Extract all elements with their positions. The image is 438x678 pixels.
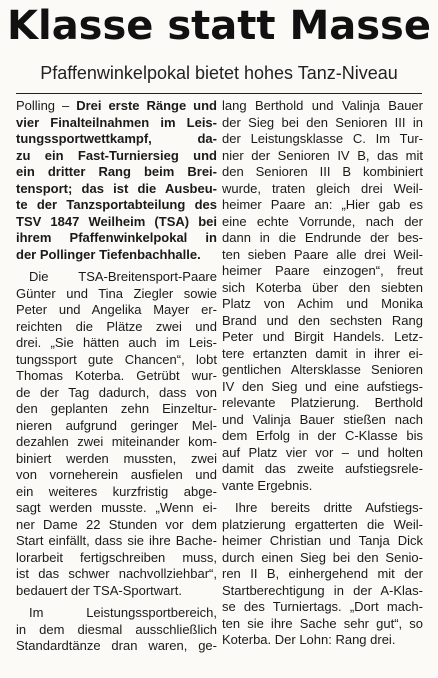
body-text: dann in die Endrunde der bes- — [222, 230, 423, 245]
body-text: den geplanten zehn Einzeltur- — [16, 401, 217, 416]
text-line — [16, 319, 217, 336]
bold-text: vier Finalteilnahmen im Leis- — [16, 114, 217, 130]
body-text: nieren aufgrund geringer Mel- — [16, 417, 217, 433]
text-line — [222, 280, 423, 297]
text-line — [222, 247, 423, 264]
text-line — [16, 533, 217, 550]
headline: Klasse statt Masse — [6, 3, 431, 49]
text-line — [16, 197, 217, 214]
text-line — [222, 164, 423, 181]
body-text: Koterba. Der Lohn: Rang drei. — [222, 632, 396, 647]
text-line — [16, 230, 217, 247]
text-line — [16, 583, 217, 600]
bold-text: Drei erste Ränge und — [76, 98, 217, 113]
body-text: den Senioren III B kombiniert — [222, 164, 423, 179]
body-text: dezahlen zwei miteinander kom- — [16, 434, 217, 449]
body-text: auf Platz vier vor – und holten — [222, 444, 423, 460]
text-line — [222, 550, 423, 567]
body-text: Peter und Birgit Handels. Letz- — [222, 329, 423, 344]
body-text: Günter und Tina Ziegler sowie — [16, 285, 217, 301]
bold-text: tensport; das ist die Ausbeu- — [16, 180, 217, 196]
body-text: Startberechtigung in der A-Klas- — [222, 582, 423, 598]
text-line — [222, 500, 423, 517]
text-line — [16, 566, 217, 583]
body-text: heimer Paare einzogen“, freut — [222, 263, 423, 278]
text-line — [222, 478, 423, 495]
text-line — [222, 115, 423, 132]
text-line — [16, 451, 217, 468]
text-line — [16, 181, 217, 198]
text-line — [222, 533, 423, 550]
text-line — [222, 346, 423, 363]
body-text: Thomas Koterba. Getrübt wur- — [16, 368, 217, 383]
text-line — [222, 517, 423, 534]
body-text: drei. „Sie hätten auch im Leis- — [16, 335, 217, 350]
body-text: se des Turniertags. „Dort mach- — [222, 599, 423, 614]
text-line — [222, 461, 423, 478]
text-line — [16, 517, 217, 534]
text-line — [16, 605, 217, 622]
text-line — [222, 131, 423, 148]
body-text: ten sie ihre Sache sehr gut“, so — [222, 615, 423, 631]
body-text: der Sieg bei den Senioren III in — [222, 114, 423, 130]
subheadline: Pfaffenwinkelpokal bietet hohes Tanz-Niveau — [40, 63, 398, 83]
text-line — [16, 484, 217, 501]
body-text: Peter und Angelika Mayer er- — [16, 302, 217, 317]
text-line — [16, 622, 217, 639]
text-line — [222, 412, 423, 429]
text-line — [16, 638, 217, 655]
body-text: damit das zweite aufstiegsrele- — [222, 461, 423, 476]
text-line — [222, 230, 423, 247]
body-text: gentlichen Altersklasse Senioren — [222, 362, 423, 377]
bold-text: zu ein Fast-Turniersieg und — [16, 147, 217, 163]
body-text: reichten die Plätze zwei und — [16, 318, 217, 334]
body-text: biniert werden mussten, zwei — [16, 450, 217, 466]
body-text: ner Dame 22 Stunden vor dem — [16, 516, 217, 532]
text-line — [16, 98, 217, 115]
body-text: Platz von Achim und Monika — [222, 296, 423, 311]
text-line — [222, 599, 423, 616]
body-text: Im Leistungssportbereich, — [16, 605, 217, 620]
body-text: lorarbeit fertigschreiben muss, — [16, 549, 217, 565]
body-text: heimer Christian und Tanja Dick — [222, 533, 423, 548]
body-text: Polling – — [16, 98, 77, 113]
text-line — [222, 148, 423, 165]
body-text: Standardtänze dran waren, ge- — [16, 638, 217, 653]
text-line — [16, 500, 217, 517]
divider-rule — [16, 93, 422, 94]
body-text: ten sieben Paare alle drei Weil- — [222, 246, 423, 262]
body-text: ein weiteres kurzfristig abge- — [16, 483, 217, 499]
text-line — [16, 148, 217, 165]
text-line — [16, 352, 217, 369]
bold-text: TSV 1847 Weilheim (TSA) bei — [16, 213, 217, 229]
body-text: relevante Platzierung. Berthold — [222, 395, 423, 410]
bold-text: ein dritter Rang beim Brei- — [16, 164, 217, 179]
body-text: Die TSA-Breitensport-Paare — [16, 269, 217, 284]
text-line — [222, 395, 423, 412]
body-text: heimer Paare an: „Hier gab es — [222, 197, 423, 212]
body-text: von vorneherein ausfielen und — [16, 467, 217, 482]
text-line — [222, 566, 423, 583]
text-line — [16, 467, 217, 484]
body-text: tungssport gute Chancen“, lobt — [16, 351, 217, 367]
text-line — [16, 368, 217, 385]
body-text: Ihre bereits dritte Aufstiegs- — [222, 500, 423, 515]
text-line — [16, 434, 217, 451]
bold-text: der Pollinger Tiefenbachhalle. — [16, 246, 201, 262]
text-line — [16, 286, 217, 303]
text-line — [16, 247, 217, 264]
bold-text: ihrem Pfaffenwinkelpokal in — [16, 230, 217, 245]
text-line — [222, 379, 423, 396]
text-line — [16, 335, 217, 352]
text-line — [16, 164, 217, 181]
text-line — [16, 214, 217, 231]
body-text: ist das schwer nachvollziehbar“, — [16, 566, 217, 581]
text-line — [222, 197, 423, 214]
bold-text: tungssportwettkampf, da- — [16, 131, 217, 146]
text-line — [222, 583, 423, 600]
text-line — [16, 418, 217, 435]
article-column-left — [16, 98, 217, 655]
text-line — [16, 401, 217, 418]
text-line — [16, 550, 217, 567]
text-line — [16, 385, 217, 402]
text-line — [222, 98, 423, 115]
text-line — [222, 616, 423, 633]
text-line — [222, 632, 423, 649]
text-line — [222, 329, 423, 346]
body-text: und Valinja Bauer stießen nach — [222, 411, 423, 427]
text-line — [16, 131, 217, 148]
body-text: sich Koterba über den siebten — [222, 279, 423, 295]
text-line — [222, 428, 423, 445]
body-text: sagt werden musste. „Wenn ei- — [16, 500, 217, 515]
body-text: eine echte Vorrunde, nach der — [222, 213, 423, 229]
body-text: vante Ergebnis. — [222, 477, 313, 493]
text-line — [222, 445, 423, 462]
body-text: nier der Senioren IV B, das mit — [222, 147, 423, 163]
body-text: Brand und den sechsten Rang — [222, 312, 423, 328]
bold-text: te der Tanzsportabteilung des — [16, 197, 217, 212]
body-text: lang Berthold und Valinja Bauer — [222, 98, 423, 113]
body-text: wurde, traten gleich drei Weil- — [222, 180, 423, 196]
body-text: tere ertanzten damit in ihrer ei- — [222, 345, 423, 361]
body-text: ren II B, einhergehend mit der — [222, 566, 423, 581]
body-text: bedauert der TSA-Sportwart. — [16, 582, 182, 598]
text-line — [16, 302, 217, 319]
body-text: der Leistungsklasse C. Im Tur- — [222, 131, 423, 146]
text-line — [222, 263, 423, 280]
text-line — [222, 362, 423, 379]
text-line — [222, 313, 423, 330]
body-text: dem Erfolg in der C-Klasse bis — [222, 428, 423, 443]
body-text: durch einen Sieg bei den Senio- — [222, 549, 423, 565]
body-text: de der Tag dadurch, dass von — [16, 384, 217, 400]
article-column-right — [222, 98, 423, 649]
body-text: IV den Sieg und eine aufstiegs- — [222, 378, 423, 394]
text-line — [222, 296, 423, 313]
text-line — [222, 181, 423, 198]
body-text: Start einfällt, dass sie ihre Bache- — [16, 533, 217, 548]
body-text: platzierung ergatterten die Weil- — [222, 516, 423, 532]
text-line — [16, 269, 217, 286]
body-text: in dem diesmal ausschließlich — [16, 621, 217, 637]
text-line — [222, 214, 423, 231]
text-line — [16, 115, 217, 132]
